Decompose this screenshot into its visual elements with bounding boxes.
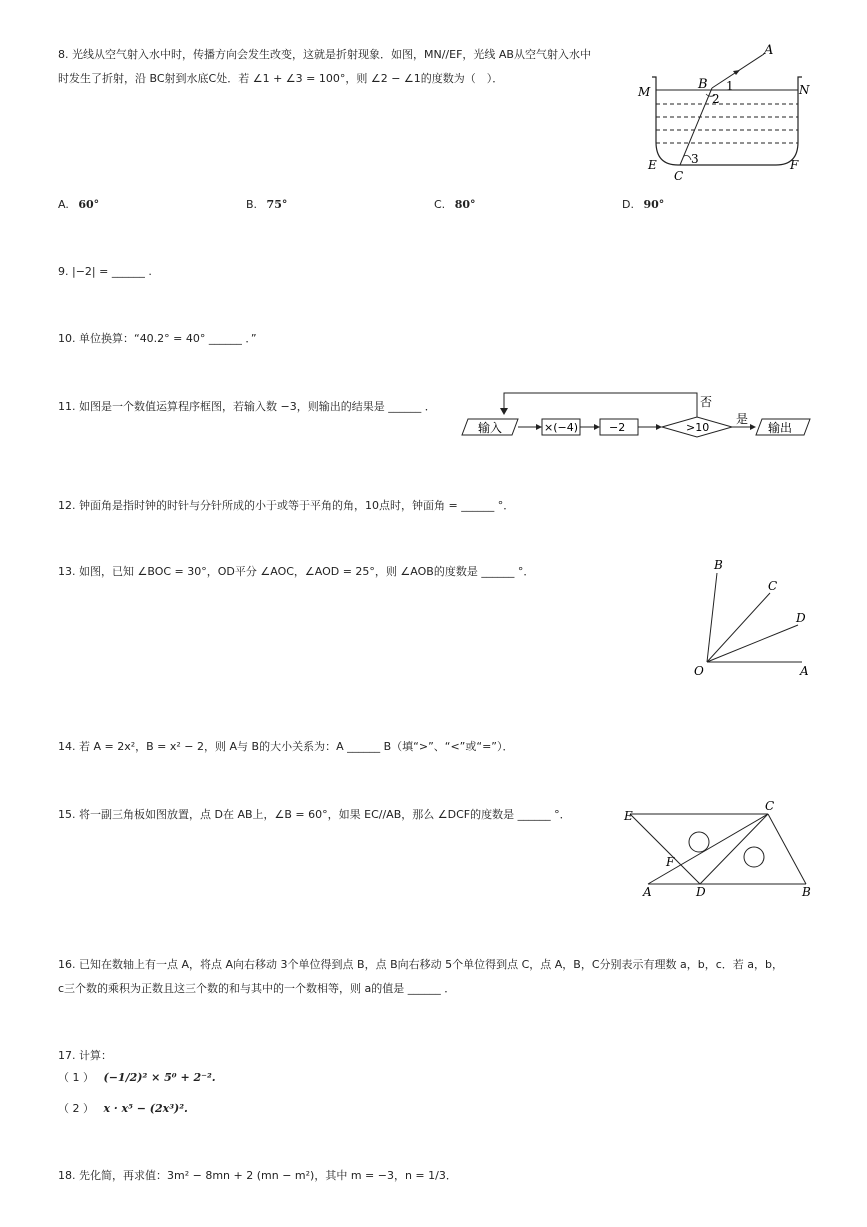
option-letter: C. [434,198,446,211]
option-value: 80° [454,198,476,211]
q8-refraction-figure [636,42,812,182]
part-label: （ 2 ） [58,1102,94,1115]
flow-cond-label: >10 [686,421,710,434]
q11-flowchart [460,390,816,442]
flow-output-label: 输出 [768,421,793,435]
option-letter: A. [58,198,69,211]
q8-line2: 时发生了折射，沿 BC射到水底C处．若 ∠1 + ∠3 = 100°，则 ∠2 − ∠1的度数为（ ）． [58,72,504,85]
q17-part2 [58,1100,188,1116]
q8-option-a[interactable] [58,198,99,211]
label-b: B [714,558,723,572]
q9-text: 9. |−2| = ______ . [58,265,152,278]
q16-line2: c三个数的乘积为正数且这三个数的和与其中的一个数相等，则 a的值是 ______ ． [58,982,456,995]
option-letter: D. [622,198,634,211]
flow-input-label: 输入 [478,421,503,435]
q8-option-b[interactable] [246,198,287,211]
label-a: A [643,885,652,899]
label-n: N [799,83,810,97]
label-b: B [802,885,811,899]
q13-angle-figure [690,555,815,685]
label-angle-1: 1 [726,79,734,93]
flow-no-label: 否 [700,395,713,409]
flow-op2-label: −2 [609,421,626,434]
option-letter: B. [246,198,258,211]
label-f: F [790,158,799,172]
option-value: 75° [266,198,288,211]
label-c: C [674,169,684,182]
label-d: D [796,611,806,625]
flow-op1-label: ×(−4) [544,421,579,434]
q8-option-d[interactable] [622,198,664,211]
part-expression: x · x⁵ − (2x³)². [103,1102,188,1115]
part-label: （ 1 ） [58,1071,94,1084]
q11-text: 11. 如图是一个数值运算程序框图，若输入数 −3，则输出的结果是 ______ ． [58,400,436,413]
label-angle-3: 3 [691,152,699,166]
option-value: 90° [643,198,665,211]
q18-text: 18. 先化简，再求值：3m² − 8mn + 2 (mn − m²)，其中 m = −3，n = 1/3． [58,1169,457,1182]
q17-part1 [58,1069,216,1085]
label-m: M [638,85,651,99]
label-b: B [698,77,708,92]
part-expression: (−1/2)² × 5⁰ + 2⁻². [103,1071,216,1084]
q13-text: 13. 如图，已知 ∠BOC = 30°，OD平分 ∠AOC，∠AOD = 25°，则 ∠AOB的度数是 ______ °． [58,565,535,578]
q17-title: 17. 计算： [58,1049,112,1062]
q16-line1: 16. 已知在数轴上有一点 A，将点 A向右移动 3个单位得到点 B，点 B向右移动 5个单位得到点 C，点 A，B，C分别表示有理数 a，b，c．若 a，b， [58,958,784,971]
label-e: E [624,809,633,823]
q8-line1: 8. 光线从空气射入水中时，传播方向会发生改变，这就是折射现象．如图，MN//EF，光线 AB从空气射入水中 [58,48,591,61]
flow-yes-label: 是 [736,412,749,426]
q15-text: 15. 将一副三角板如图放置，点 D在 AB上，∠B = 60°，如果 EC//AB，那么 ∠DCF的度数是 ______ °． [58,808,571,821]
label-c: C [765,799,775,813]
q15-triangles-figure [618,796,814,900]
label-e: E [648,158,657,172]
label-angle-2: 2 [712,92,720,106]
label-c: C [768,579,778,593]
label-o: O [694,664,704,678]
label-f: F [666,855,675,869]
label-d: D [696,885,706,899]
q10-text: 10. 单位换算：“40.2° = 40° ______ ．” [58,332,257,345]
q14-text: 14. 若 A = 2x²，B = x² − 2，则 A与 B的大小关系为：A ______ B（填“>”、“<”或“=”）． [58,740,514,753]
label-a: A [800,664,809,678]
option-value: 60° [78,198,100,211]
label-a: A [764,43,774,58]
q8-option-c[interactable] [434,198,476,211]
q12-text: 12. 钟面角是指时钟的时针与分针所成的小于或等于平角的角，10点时，钟面角 = ______ °． [58,499,515,512]
